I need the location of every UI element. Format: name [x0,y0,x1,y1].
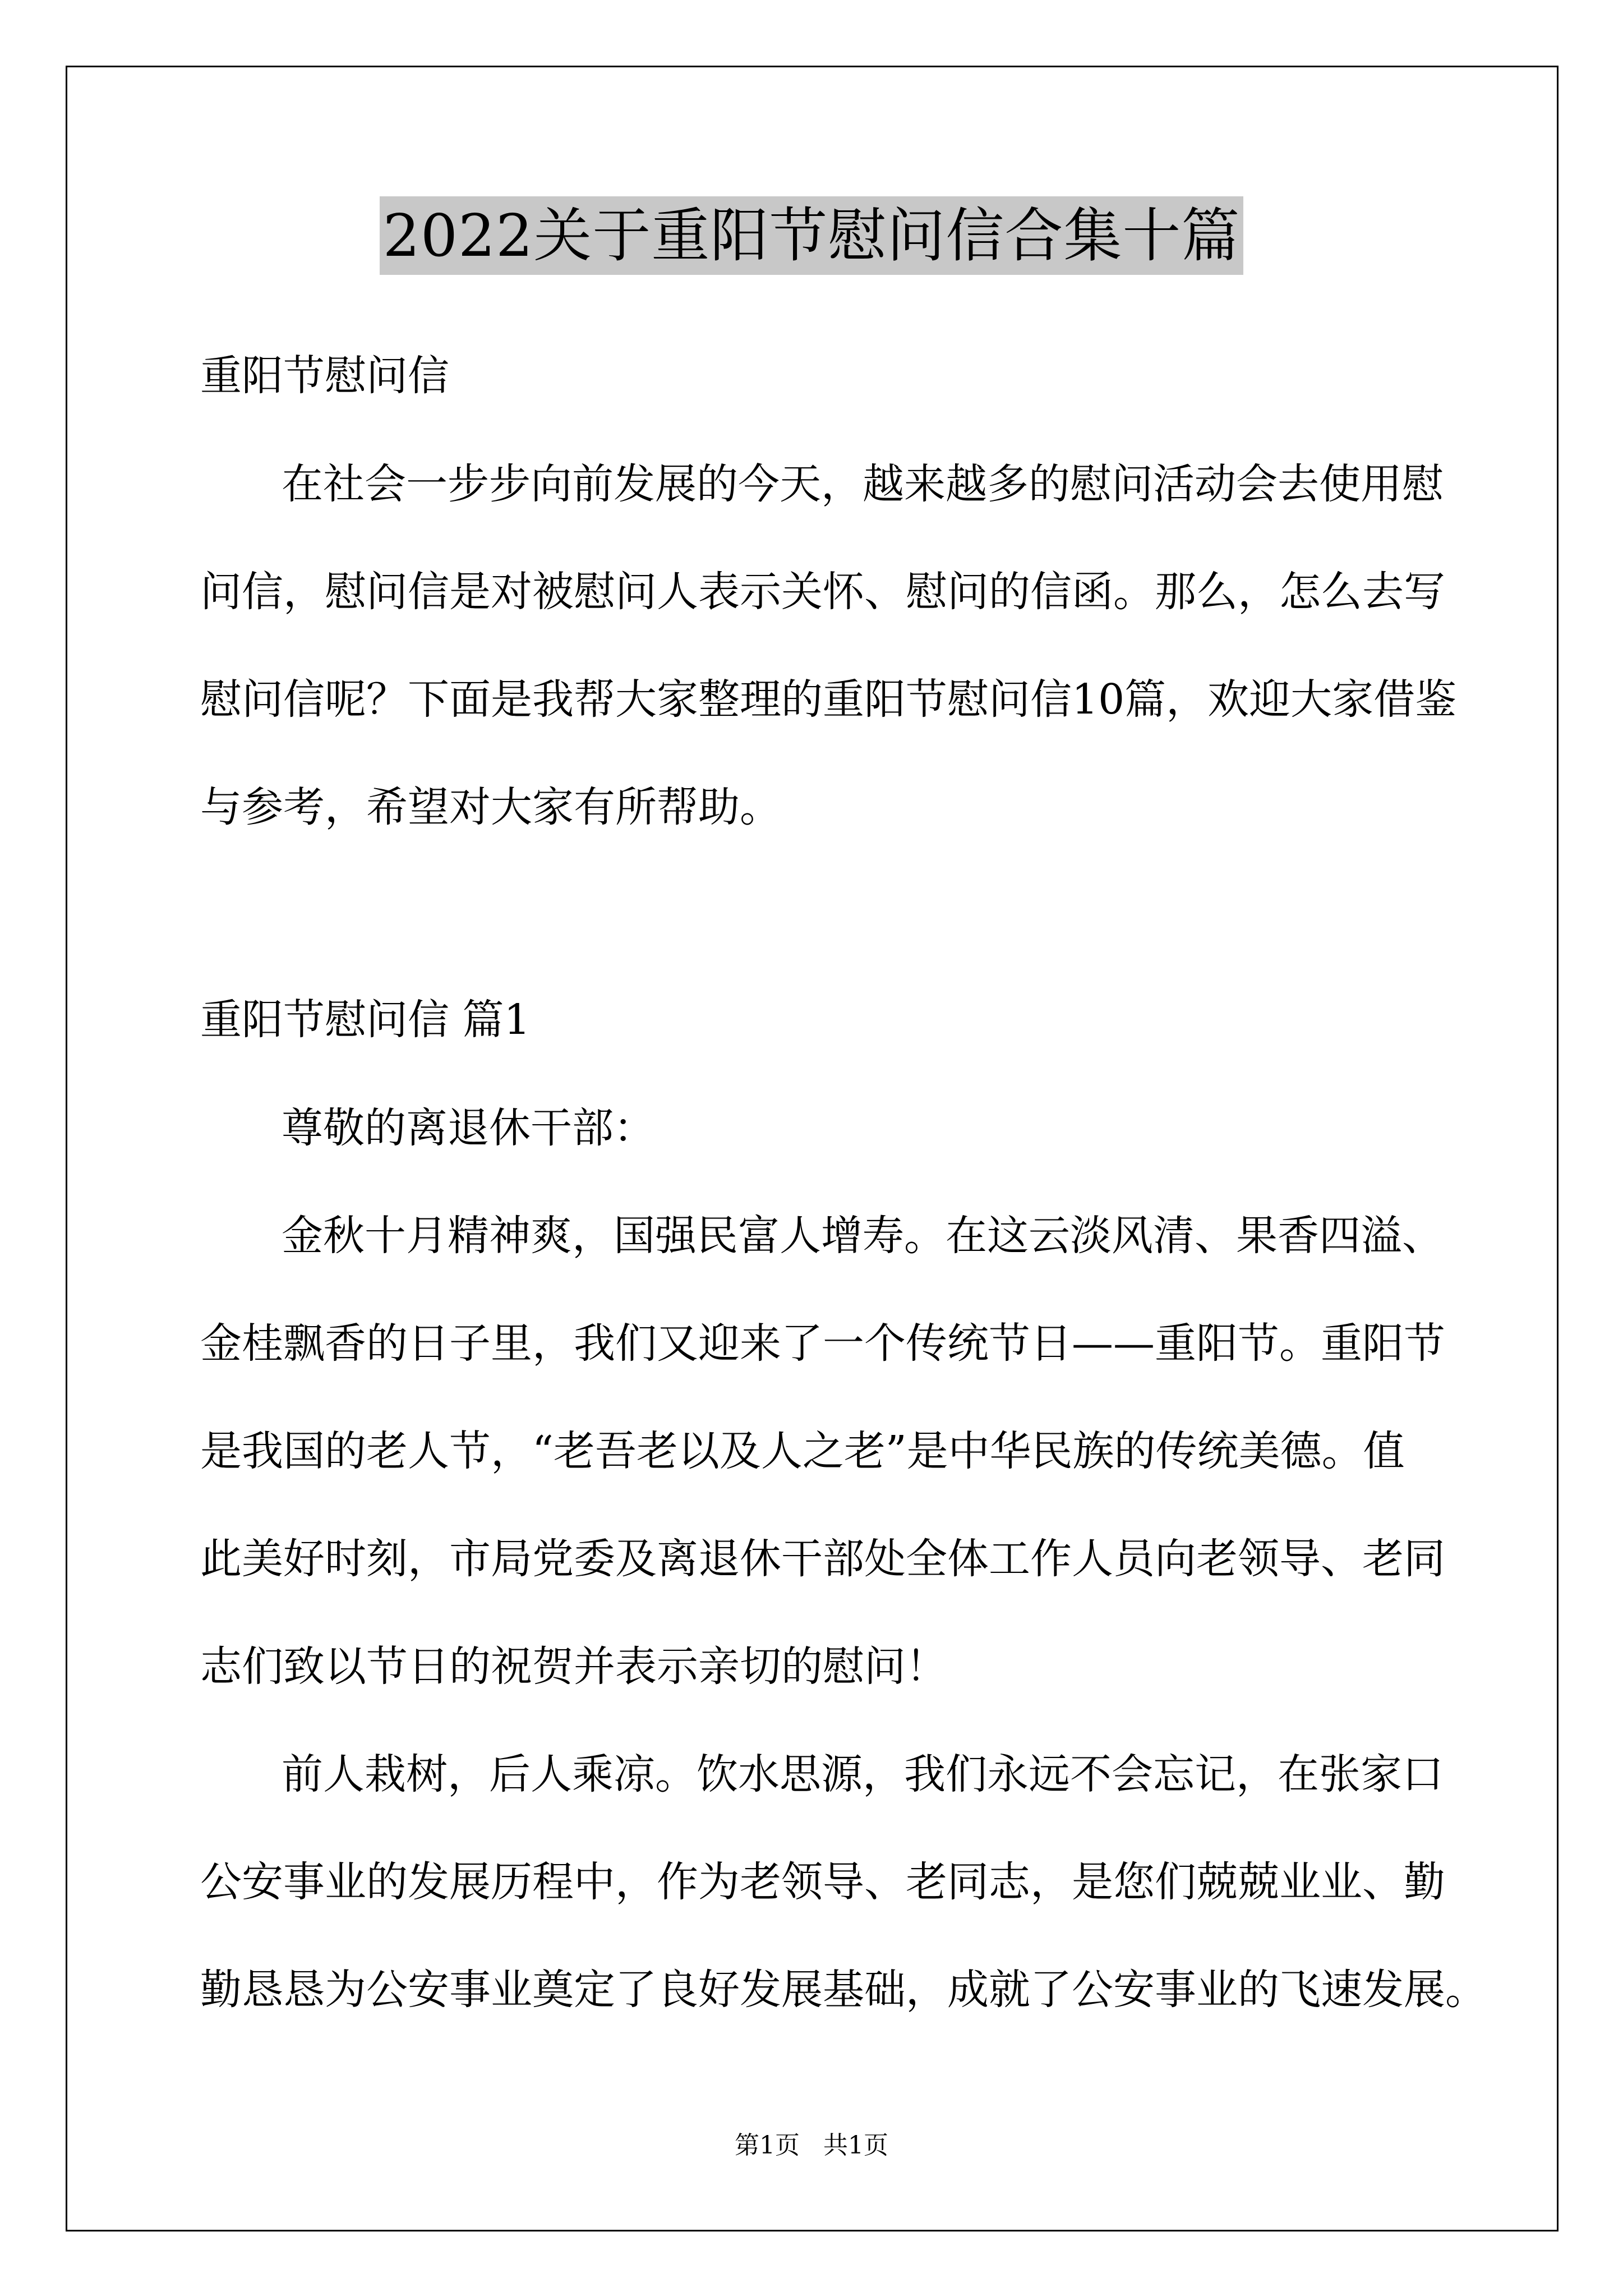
document-title: 2022关于重阳节慰问信合集十篇 [380,196,1244,275]
section-heading: 重阳节慰问信 [200,352,449,400]
paragraph-line: 志们致以节日的祝贺并表示亲切的慰问！ [200,1642,947,1691]
page-footer [0,2129,1623,2162]
intro-line: 慰问信呢？下面是我帮大家整理的重阳节慰问信10篇，欢迎大家借鉴 [200,675,1457,724]
paragraph-line: 此美好时刻，市局党委及离退休干部处全体工作人员向老领导、老同 [200,1535,1445,1583]
title-container [0,196,1623,275]
paragraph-line: 金秋十月精神爽，国强民富人增寿。在这云淡风清、果香四溢、 [282,1212,1444,1260]
paragraph-line: 是我国的老人节，“老吾老以及人之老”是中华民族的传统美德。值 [200,1427,1405,1475]
intro-line: 在社会一步步向前发展的今天，越来越多的慰问活动会去使用慰 [282,460,1444,508]
page-number: 第1页 [735,2131,800,2160]
page-total: 共1页 [823,2131,888,2160]
article-heading: 重阳节慰问信 篇1 [200,996,531,1044]
intro-line: 问信，慰问信是对被慰问人表示关怀、慰问的信函。那么，怎么去写 [200,568,1445,616]
paragraph-line: 金桂飘香的日子里，我们又迎来了一个传统节日——重阳节。重阳节 [200,1319,1445,1368]
paragraph-line: 前人栽树，后人乘凉。饮水思源，我们永远不会忘记，在张家口 [282,1750,1444,1798]
salutation: 尊敬的离退休干部： [282,1104,655,1152]
intro-line: 与参考，希望对大家有所帮助。 [200,783,781,831]
paragraph-line: 勤恳恳为公安事业奠定了良好发展基础，成就了公安事业的飞速发展。 [200,1966,1487,2014]
paragraph-line: 公安事业的发展历程中，作为老领导、老同志，是您们兢兢业业、勤 [200,1858,1445,1906]
